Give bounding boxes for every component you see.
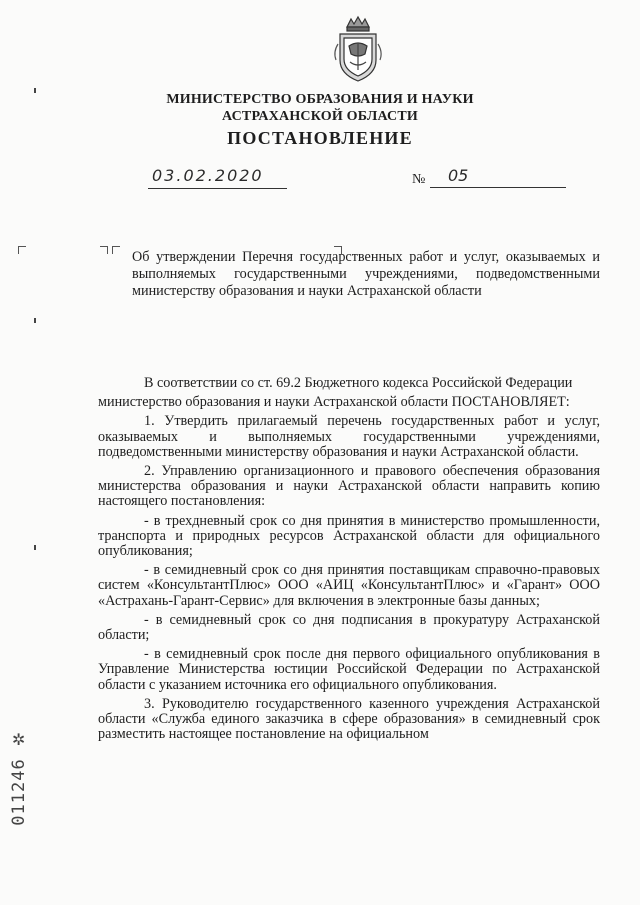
margin-corner-mark [18,246,26,254]
margin-scan-mark [34,545,36,550]
margin-flower-stamp: ✲ [12,730,26,749]
intro-paragraph: В соответствии со ст. 69.2 Бюджетного кодекса Российской Федерации [144,375,573,391]
margin-scan-mark [34,88,36,93]
subject-corner-mark-left [100,246,108,254]
ministry-name-line2: АСТРАХАНСКОЙ ОБЛАСТИ [221,109,418,124]
document-date: 03.02.2020 [148,166,287,189]
coat-of-arms-emblem [330,14,386,86]
margin-scan-mark [34,318,36,323]
clause-1: 1. Утвердить прилагаемый перечень государственных работ и услуг, оказываемых и выполняемых государственными учреждениями, подведомственными министерству образования и науки Астраханской области. [98,413,600,460]
clause-2-item-d: - в семидневный срок после дня первого официального опубликования в Управление Министерства юстиции Российской Федерации по Астраханской области с указанием источника его официального опубликования. [98,646,600,693]
subject-corner-mark-left-inner [112,246,120,254]
margin-stamp-number: 011246 [9,758,29,826]
intro-paragraph-continued: министерство образования и науки Астраханской области ПОСТАНОВЛЯЕТ: [98,394,570,411]
document-subject: Об утверждении Перечня государственных работ и услуг, оказываемых и выполняемых государственными учреждениями, подведомственными министерству образования и науки Астраханской области [132,249,600,299]
document-type-title: ПОСТАНОВЛЕНИЕ [227,128,413,148]
clause-2-item-b: - в семидневный срок со дня принятия поставщикам справочно-правовых систем «КонсультантПлюс» ООО «АИЦ «КонсультантПлюс» и «Гарант» ООО «Астрахань-Гарант-Сервис» для включения в электронные базы данных; [98,562,600,609]
document-number: 05 [430,166,566,188]
number-label: № [412,172,426,187]
clause-2-item-a: - в трехдневный срок со дня принятия в министерство промышленности, транспорта и природных ресурсов Астраханской области для официального опубликования; [98,512,600,560]
document-body [98,376,600,746]
clause-2-item-c: - в семидневный срок со дня подписания в прокуратуру Астраханской области; [98,611,600,644]
clause-3: 3. Руководителю государственного казенного учреждения Астраханской области «Служба единого заказчика в сфере образования» в семидневный срок разместить настоящее постановление на официальном [98,695,600,743]
ministry-name-line1: МИНИСТЕРСТВО ОБРАЗОВАНИЯ И НАУКИ [166,92,474,107]
clause-2: 2. Управлению организационного и правового обеспечения образования министерства образования и науки Астраханской области направить копию настоящего постановления: [98,463,600,510]
